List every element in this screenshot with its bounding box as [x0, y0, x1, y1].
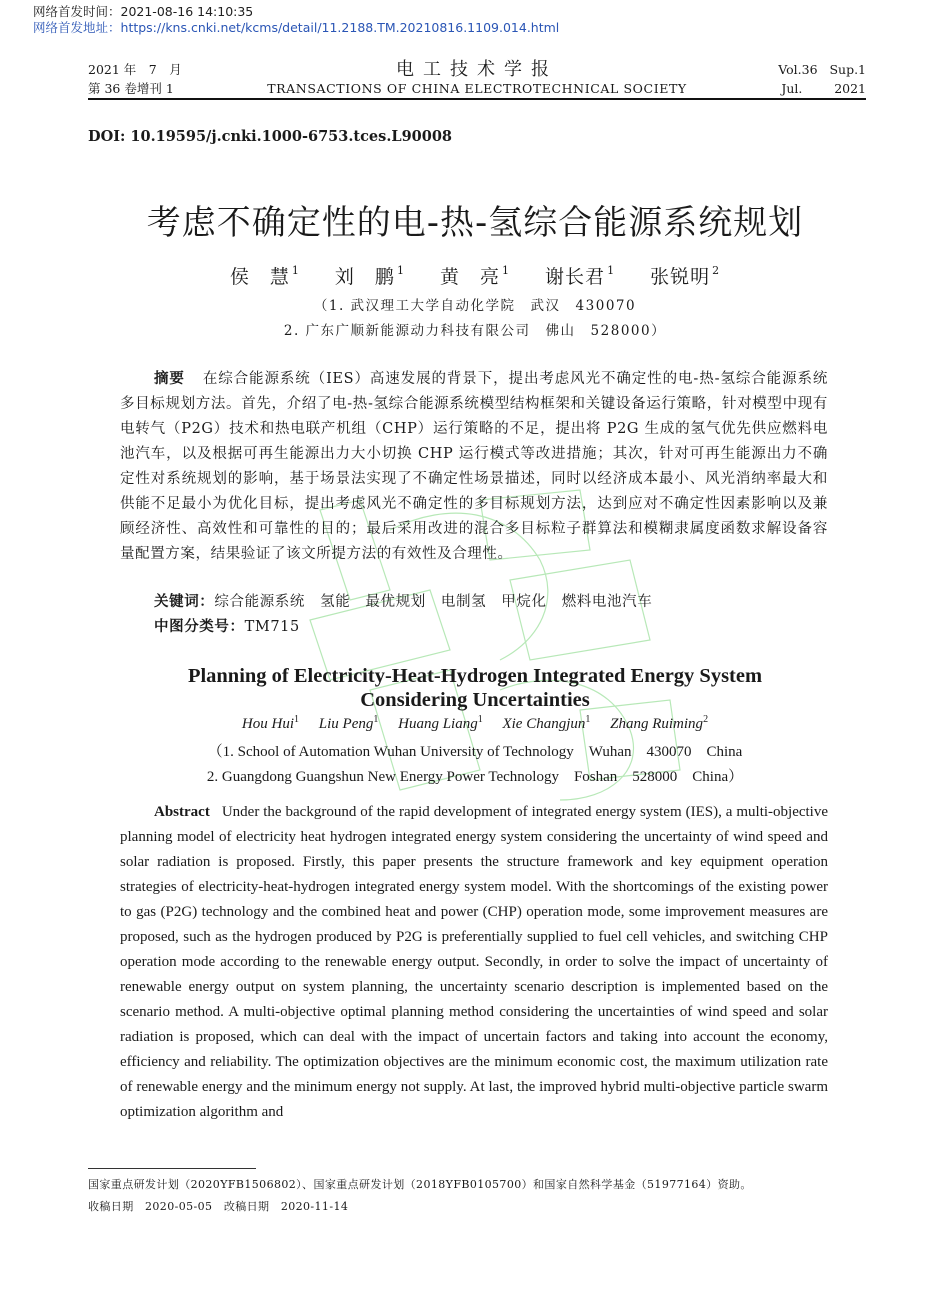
affiliation-en-1: （1. School of Automation Wuhan University of Technology Wuhan 430070 China — [207, 744, 743, 760]
author-cn: 黄 亮 $^1$ — [439, 264, 510, 288]
first-publication-address-label: 网络首发地址： — [33, 20, 121, 35]
paper-title-en — [0, 664, 950, 712]
author-en: Liu Peng$^1$ — [318, 714, 379, 732]
funding-note: 国家重点研发计划（2020YFB1506802）、国家重点研发计划（2018YFB0105700）和国家自然科学基金（51977164）资助。 — [88, 1178, 752, 1191]
supplement-number: Sup.1 — [829, 62, 866, 77]
author-cn: 张锐明 $^2$ — [650, 264, 721, 288]
issue-date: 2021 年 7 月 — [88, 62, 182, 77]
author-en: Xie Changjun$^1$ — [502, 714, 591, 732]
author-cn: 谢长君 $^1$ — [545, 264, 616, 288]
issue-volume: 第 36 卷增刊 1 — [88, 81, 174, 96]
footnote-rule — [88, 1168, 256, 1169]
journal-name-en: TRANSACTIONS OF CHINA ELECTROTECHNICAL SOCIETY — [267, 81, 687, 96]
classification-value: TM715 — [244, 619, 300, 635]
affiliation-en-2: 2. Guangdong Guangshun New Energy Power Technology Foshan 528000 China） — [206, 769, 744, 785]
abstract-en-label: Abstract — [154, 804, 210, 820]
abstract-cn-label: 摘要 — [154, 371, 185, 387]
first-publication-address[interactable] — [33, 20, 559, 36]
author-list-en — [0, 714, 950, 733]
header-rule — [88, 98, 866, 100]
paper-title-en-line2: Considering Uncertainties — [360, 689, 590, 711]
keywords-cn — [154, 590, 652, 615]
volume-number: Vol.36 — [778, 62, 818, 77]
author-en: Huang Liang$^1$ — [398, 714, 483, 732]
first-publication-time: 网络首发时间：2021-08-16 14:10:35 — [33, 4, 254, 19]
first-publication-url-link[interactable]: https://kns.cnki.net/kcms/detail/11.2188.TM.20210816.1109.014.html — [120, 20, 560, 35]
journal-name-cn: 电工技术学报 — [396, 59, 558, 80]
paper-title-en-line1: Planning of Electricity-Heat-Hydrogen Integrated Energy System — [187, 665, 763, 687]
doi: DOI: 10.19595/j.cnki.1000-6753.tces.L90008 — [88, 128, 453, 145]
author-list-cn — [0, 262, 950, 289]
abstract-cn — [120, 367, 828, 567]
issue-month: Jul. — [781, 81, 803, 96]
author-en: Zhang Ruiming$^2$ — [610, 714, 709, 732]
affiliation-cn-1: （1. 武汉理工大学自动化学院 武汉 430070 — [313, 298, 637, 314]
author-cn: 刘 鹏 $^1$ — [334, 264, 405, 288]
affiliation-cn-2: 2. 广东广顺新能源动力科技有限公司 佛山 528000） — [283, 323, 667, 339]
abstract-en-text: Under the background of the rapid development of integrated energy system (IES), a multi-objective planning model of electricity heat hydrogen integrated energy system considering the uncertainty of wind speed and solar radiation is proposed. Firstly, this paper presents the structure framework and key equipment operation strategies of electricity-heat-hydrogen integrated energy system model. With the shortcomings of the existing power to gas (P2G) technology and the combined heat and power (CHP) operation mode, some improvement measures are proposed, such as the hydrogen produced by P2G is preferentially supplied to fuel cell vehicles, and switching CHP operation mode according to the renewable energy output. Secondly, in order to solve the impact of uncertainty of renewable energy output on system planning, the uncertainty scenario description is implemented based on the scenario method. A multi-objective optimal planning method considering the uncertainties of wind speed and solar radiation is proposed, which can deal with the impact of uncertain factors and taking into account the economy, efficiency and reliability. The optimization objectives are the minimum economic cost, the maximum utilization rate of renewable energy and the minimum energy not supply. At last, the improved hybrid multi-objective particle swarm optimization algorithm and — [120, 804, 828, 1120]
issue-year: 2021 — [834, 81, 866, 96]
keywords-cn-label: 关键词： — [154, 594, 215, 610]
paper-title-cn: 考虑不确定性的电-热-氢综合能源系统规划 — [146, 203, 804, 243]
received-dates: 收稿日期 2020-05-05 改稿日期 2020-11-14 — [88, 1200, 349, 1213]
journal-name — [88, 60, 866, 98]
abstract-en — [120, 800, 828, 1125]
abstract-cn-text: 在综合能源系统（IES）高速发展的背景下，提出考虑风光不确定性的电-热-氢综合能源系统多目标规划方法。首先，介绍了电-热-氢综合能源系统模型结构框架和关键设备运行策略，针对模型中现有电转气（P2G）技术和热电联产机组（CHP）运行策略的不足，提出将 P2G 生成的氢气优先供应燃料电池汽车，以及根据可再生能源出力大小切换 CHP 运行模式等改进措施；其次，针对可再生能源出力不确定性对系统规划的影响，基于场景法实现了不确定性场景描述，同时以经济成本最小、风光消纳率最大和供能不足最小为优化目标，提出考虑风光不确定性的多目标规划方法，达到应对不确定性因素影响以及兼顾经济性、高效性和可靠性的目的；最后采用改进的混合多目标粒子群算法和模糊隶属度函数求解设备容量配置方案，结果验证了该文所提方法的有效性及合理性。 — [120, 371, 829, 562]
author-cn: 侯 慧 $^1$ — [229, 264, 300, 288]
classification-label: 中图分类号： — [154, 619, 245, 635]
volume-info — [778, 60, 866, 98]
keywords-cn-text: 综合能源系统 氢能 最优规划 电制氢 甲烷化 燃料电池汽车 — [214, 594, 653, 610]
classification-number — [154, 615, 300, 640]
author-en: Hou Hui$^1$ — [241, 714, 300, 732]
journal-header — [88, 60, 866, 98]
